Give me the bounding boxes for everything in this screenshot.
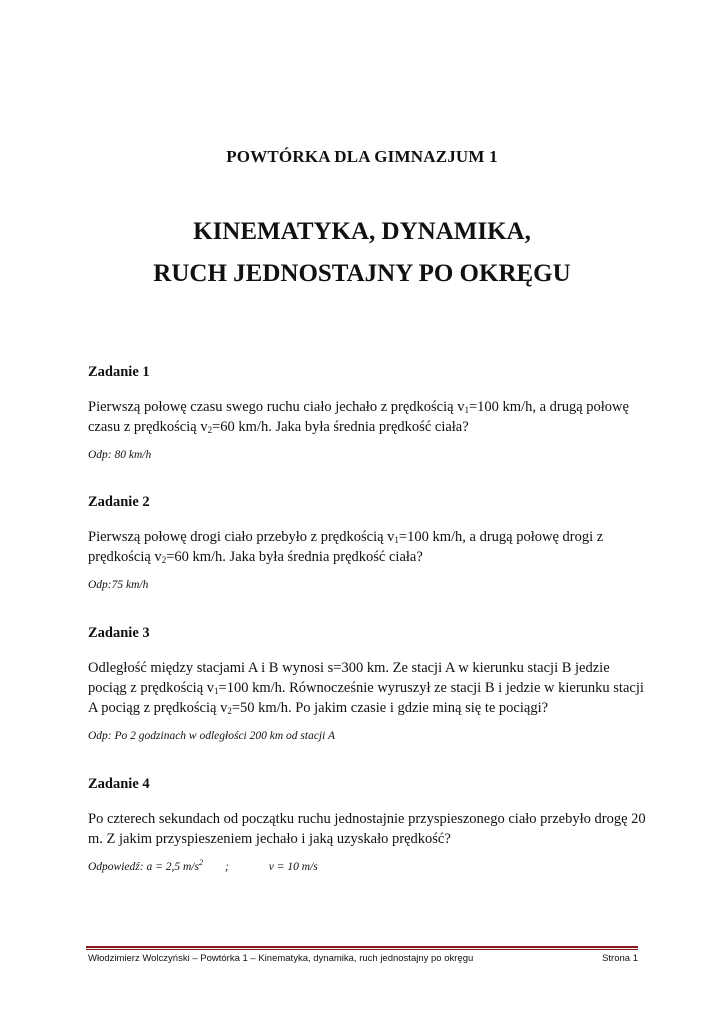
task-heading: Zadanie 4 <box>88 776 150 792</box>
document-title-line-2: RUCH JEDNOSTAJNY PO OKRĘGU <box>153 260 571 287</box>
task-answer: Odp: Po 2 godzinach w odległości 200 km od stacji A <box>88 730 336 742</box>
page-footer <box>88 953 638 964</box>
footer-text: Włodzimierz Wolczyński – Powtórka 1 – Kinematyka, dynamika, ruch jednostajny po okręgu <box>88 953 474 964</box>
page-number: Strona 1 <box>602 953 638 964</box>
task-1 <box>88 364 648 461</box>
task-3 <box>88 625 648 742</box>
footer-rule <box>86 946 638 948</box>
footer-rule-thin <box>86 949 638 950</box>
task-2 <box>88 494 648 591</box>
task-heading: Zadanie 2 <box>88 494 150 510</box>
task-answer: Odpowiedź: a = 2,5 $m/s^2$ ; v = 10 m/s <box>88 858 318 873</box>
document-subtitle: POWTÓRKA DLA GIMNAZJUM 1 <box>226 147 498 166</box>
task-question: Po czterech sekundach od początku ruchu jednostajnie przyspieszonego ciało przebyło drogę 20 m. Z jakim przyspieszeniem jechało i jaką uzyskało prędkość? <box>88 811 646 847</box>
task-question: Pierwszą połowę czasu swego ruchu ciało jechało z prędkością $v_1=100$ km/h, a drugą połowę czasu z prędkością $v_2=60$ km/h. Jaka była średnia prędkość ciała? <box>88 399 629 435</box>
task-4 <box>88 776 648 873</box>
task-question: Pierwszą połowę drogi ciało przebyło z prędkością $v_1=100$ km/h, a drugą połowę drogi z prędkością $v_2=60$ km/h. Jaka była średnia prędkość ciała? <box>88 529 604 565</box>
task-heading: Zadanie 1 <box>88 364 150 380</box>
document-title-line-1: KINEMATYKA, DYNAMIKA, <box>193 218 531 245</box>
task-heading: Zadanie 3 <box>88 625 150 641</box>
task-answer: Odp:75 km/h <box>88 579 149 591</box>
task-question: Odległość między stacjami A i B wynosi s=300 km. Ze stacji A w kierunku stacji B jedzie pociąg z prędkością $v_1=100$ km/h. Równocześnie wyruszył ze stacji B i jedzie w kierunku stacji A pociąg z prędkością $v_2=50$ km/h. Po jakim czasie i gdzie miną się te pociągi? <box>88 660 644 716</box>
task-answer: Odp: 80 km/h <box>88 449 152 461</box>
